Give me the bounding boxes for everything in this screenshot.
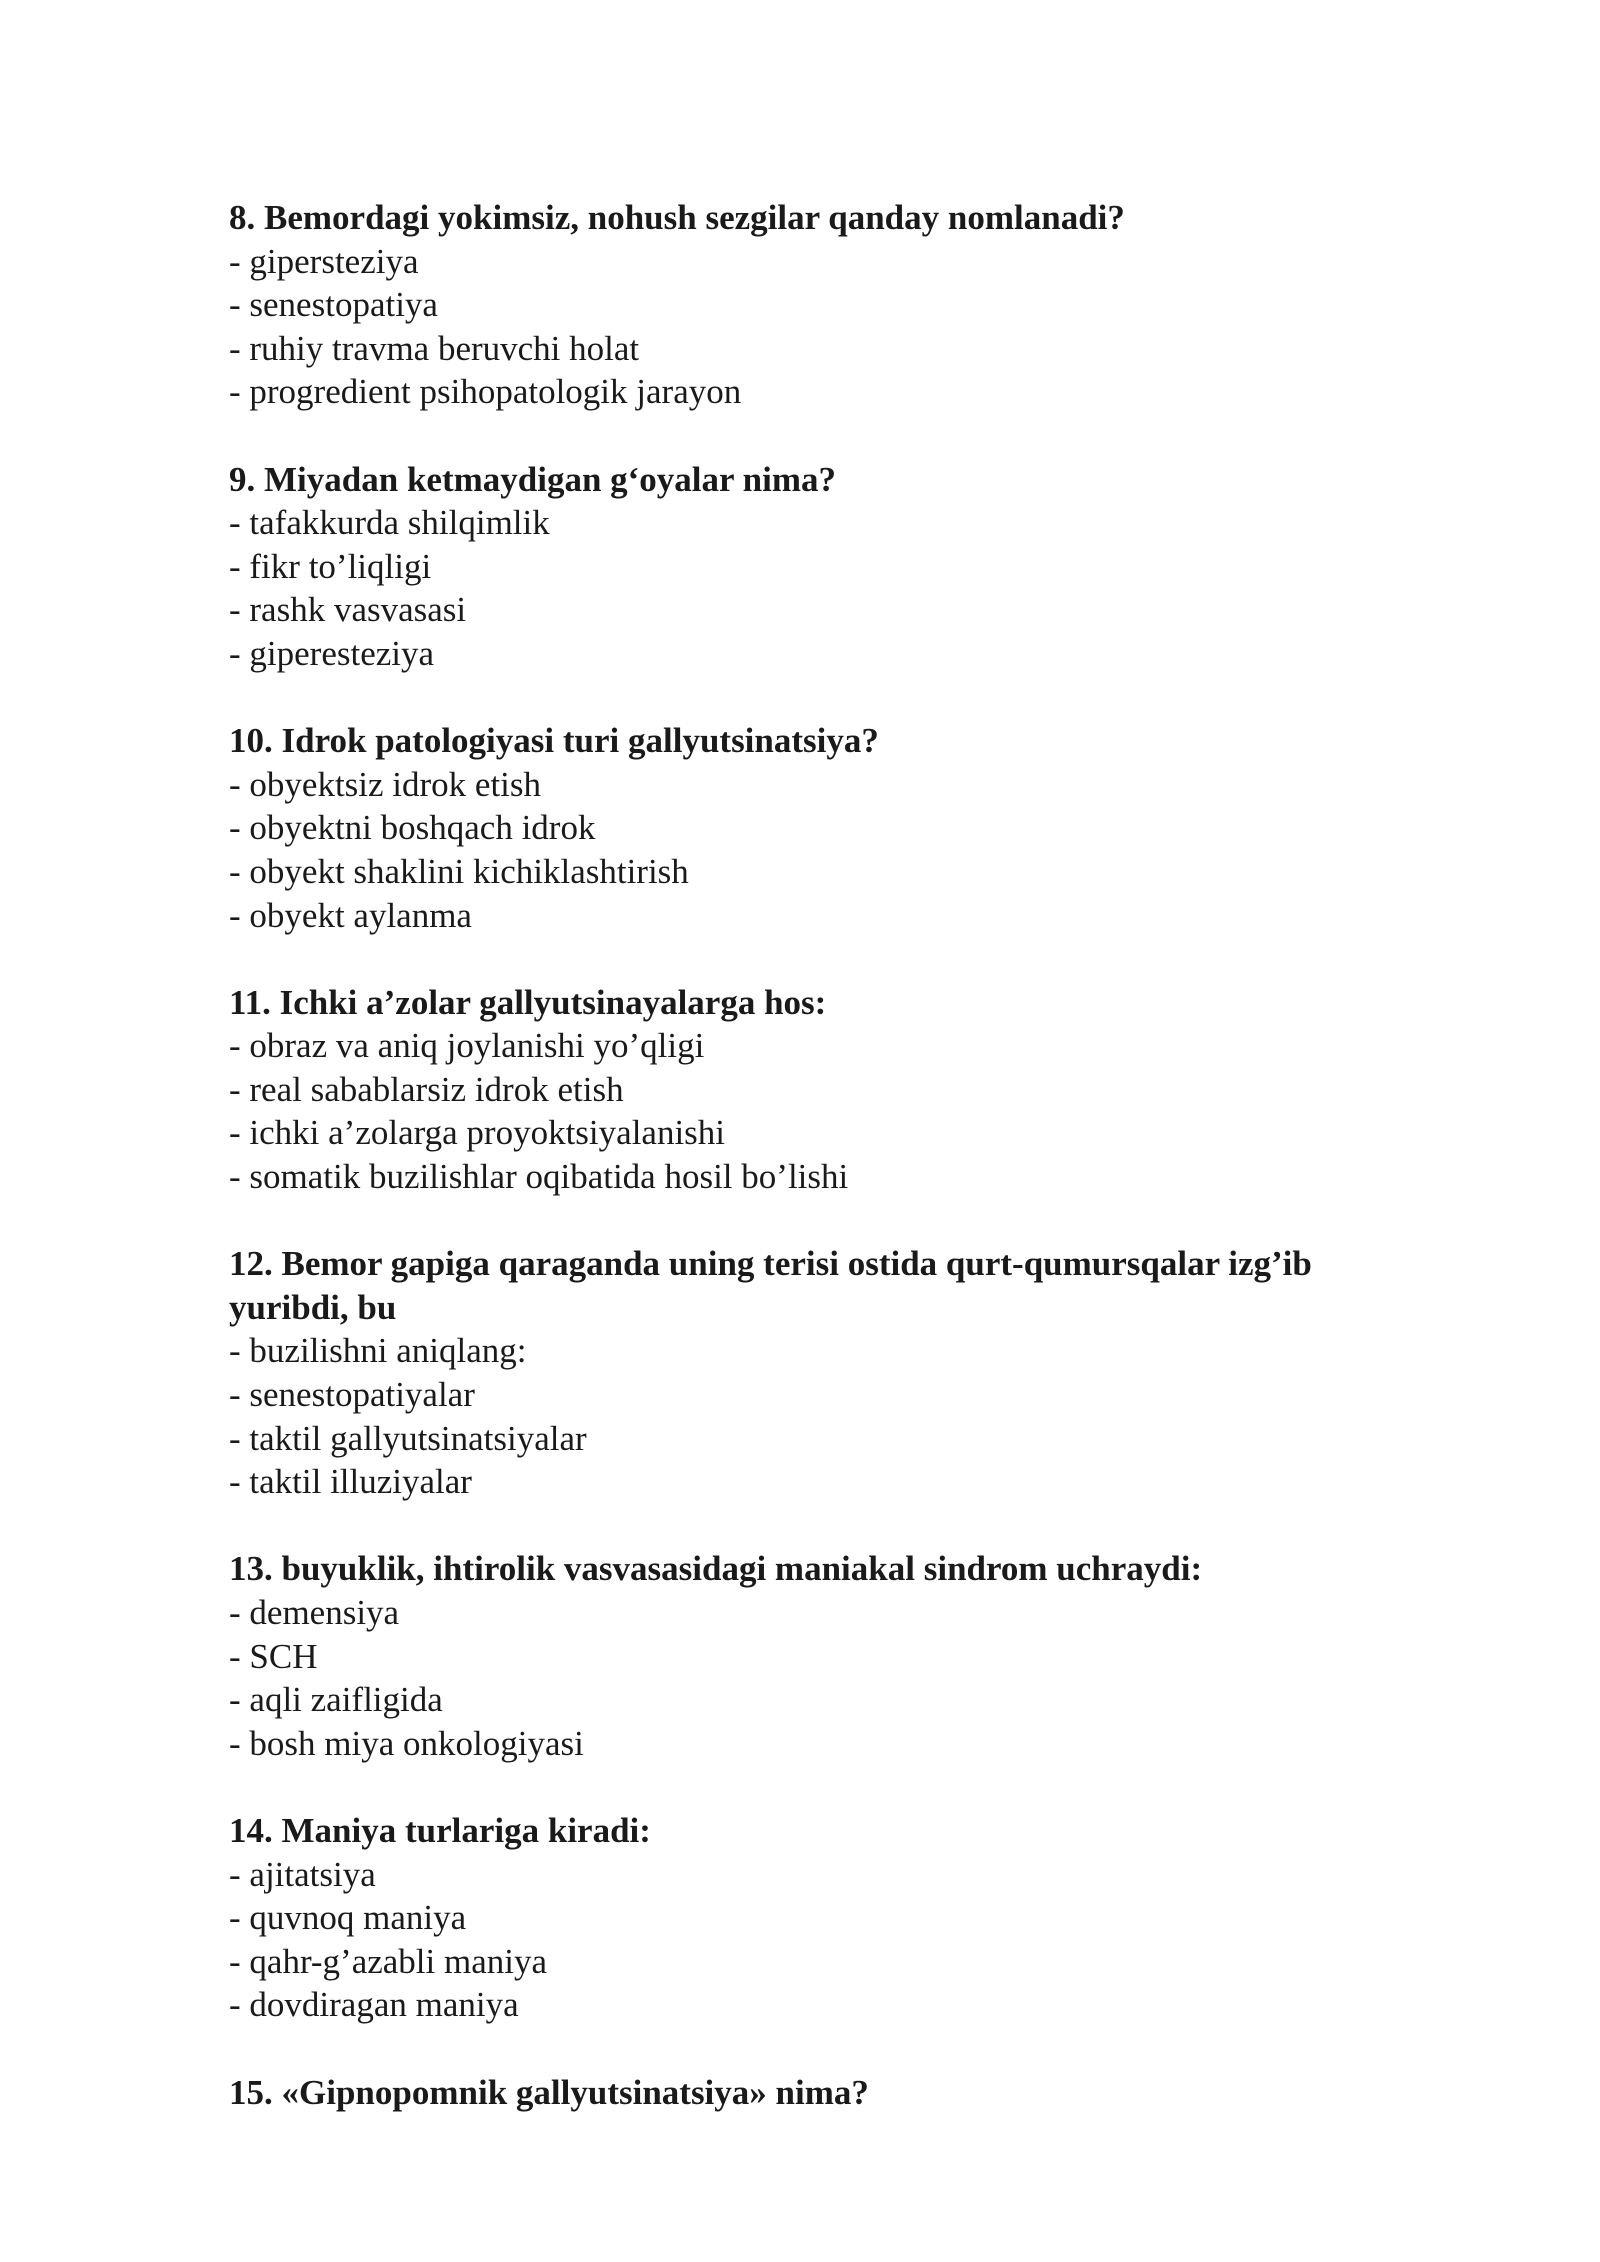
answer-option: - buzilishni aniqlang:: [229, 1331, 527, 1371]
answer-options: [229, 1329, 1429, 1503]
answer-option: - gipersteziya: [229, 241, 419, 281]
answer-option: - senestopatiyalar: [229, 1375, 475, 1415]
question-8: [229, 196, 1429, 414]
question-10: [229, 719, 1429, 937]
answer-option: - obyektsiz idrok etish: [229, 764, 542, 804]
question-title: [229, 458, 1429, 502]
answer-option: - qahr-g’azabli maniya: [229, 1941, 548, 1981]
question-title-line: yuribdi, bu: [229, 1287, 397, 1327]
question-title-line: 11. Ichki a’zolar gallyutsinayalarga hos:: [229, 982, 827, 1022]
question-15: [229, 2071, 1429, 2115]
answer-option: - SCH: [229, 1636, 318, 1676]
answer-option: - obyekt aylanma: [229, 895, 472, 935]
question-title: [229, 719, 1429, 763]
answer-options: [229, 1853, 1429, 2027]
question-11: [229, 981, 1429, 1199]
answer-option: - bosh miya onkologiyasi: [229, 1723, 584, 1763]
question-title: [229, 981, 1429, 1025]
question-title-line: 8. Bemordagi yokimsiz, nohush sezgilar qanday nomlanadi?: [229, 198, 1125, 237]
question-12: [229, 1242, 1429, 1504]
answer-option: - obraz va aniq joylanishi yo’qligi: [229, 1026, 705, 1066]
question-9: [229, 458, 1429, 676]
answer-options: [229, 1024, 1429, 1198]
answer-options: [229, 501, 1429, 675]
answer-options: [229, 240, 1429, 414]
question-title-line: 13. buyuklik, ihtirolik vasvasasidagi maniakal sindrom uchraydi:: [229, 1549, 1203, 1589]
answer-option: - fikr to’liqligi: [229, 546, 432, 586]
question-title-line: 12. Bemor gapiga qaraganda uning terisi ostida qurt-qumursqalar izg’ib: [229, 1244, 1312, 1284]
question-13: [229, 1547, 1429, 1765]
question-title: [229, 196, 1429, 240]
answer-option: - real sabablarsiz idrok etish: [229, 1069, 624, 1109]
answer-option: - rashk vasvasasi: [229, 590, 467, 630]
question-title: [229, 1809, 1429, 1853]
answer-option: - ajitatsiya: [229, 1854, 376, 1894]
answer-option: - senestopatiya: [229, 285, 438, 325]
answer-option: - aqli zaifligida: [229, 1680, 443, 1720]
answer-option: - dovdiragan maniya: [229, 1985, 519, 2025]
answer-option: - ichki a’zolarga proyoktsiyalanishi: [229, 1113, 726, 1153]
answer-option: - obyekt shaklini kichiklashtirish: [229, 851, 689, 891]
answer-options: [229, 763, 1429, 937]
answer-option: - ruhiy travma beruvchi holat: [229, 328, 640, 368]
answer-option: - demensiya: [229, 1593, 400, 1632]
document-page: [229, 196, 1429, 2158]
question-title: [229, 1547, 1429, 1591]
question-title-line: 15. «Gipnopomnik gallyutsinatsiya» nima?: [229, 2072, 869, 2112]
question-title: [229, 1242, 1429, 1329]
answer-option: - obyektni boshqach idrok: [229, 808, 596, 848]
question-title-line: 14. Maniya turlariga kiradi:: [229, 1810, 651, 1850]
question-title: [229, 2071, 1429, 2115]
answer-option: - somatik buzilishlar oqibatida hosil bo’lishi: [229, 1157, 849, 1197]
answer-option: - taktil illuziyalar: [229, 1462, 472, 1502]
answer-option: - taktil gallyutsinatsiyalar: [229, 1418, 587, 1458]
question-title-line: 9. Miyadan ketmaydigan g‘oyalar nima?: [229, 459, 837, 499]
question-title-line: 10. Idrok patologiyasi turi gallyutsinatsiya?: [229, 721, 879, 761]
answer-option: - giperesteziya: [229, 633, 435, 673]
answer-option: - progredient psihopatologik jarayon: [229, 372, 742, 412]
answer-option: - tafakkurda shilqimlik: [229, 503, 550, 543]
question-14: [229, 1809, 1429, 2027]
answer-option: - quvnoq maniya: [229, 1898, 467, 1938]
answer-options: [229, 1591, 1429, 1765]
